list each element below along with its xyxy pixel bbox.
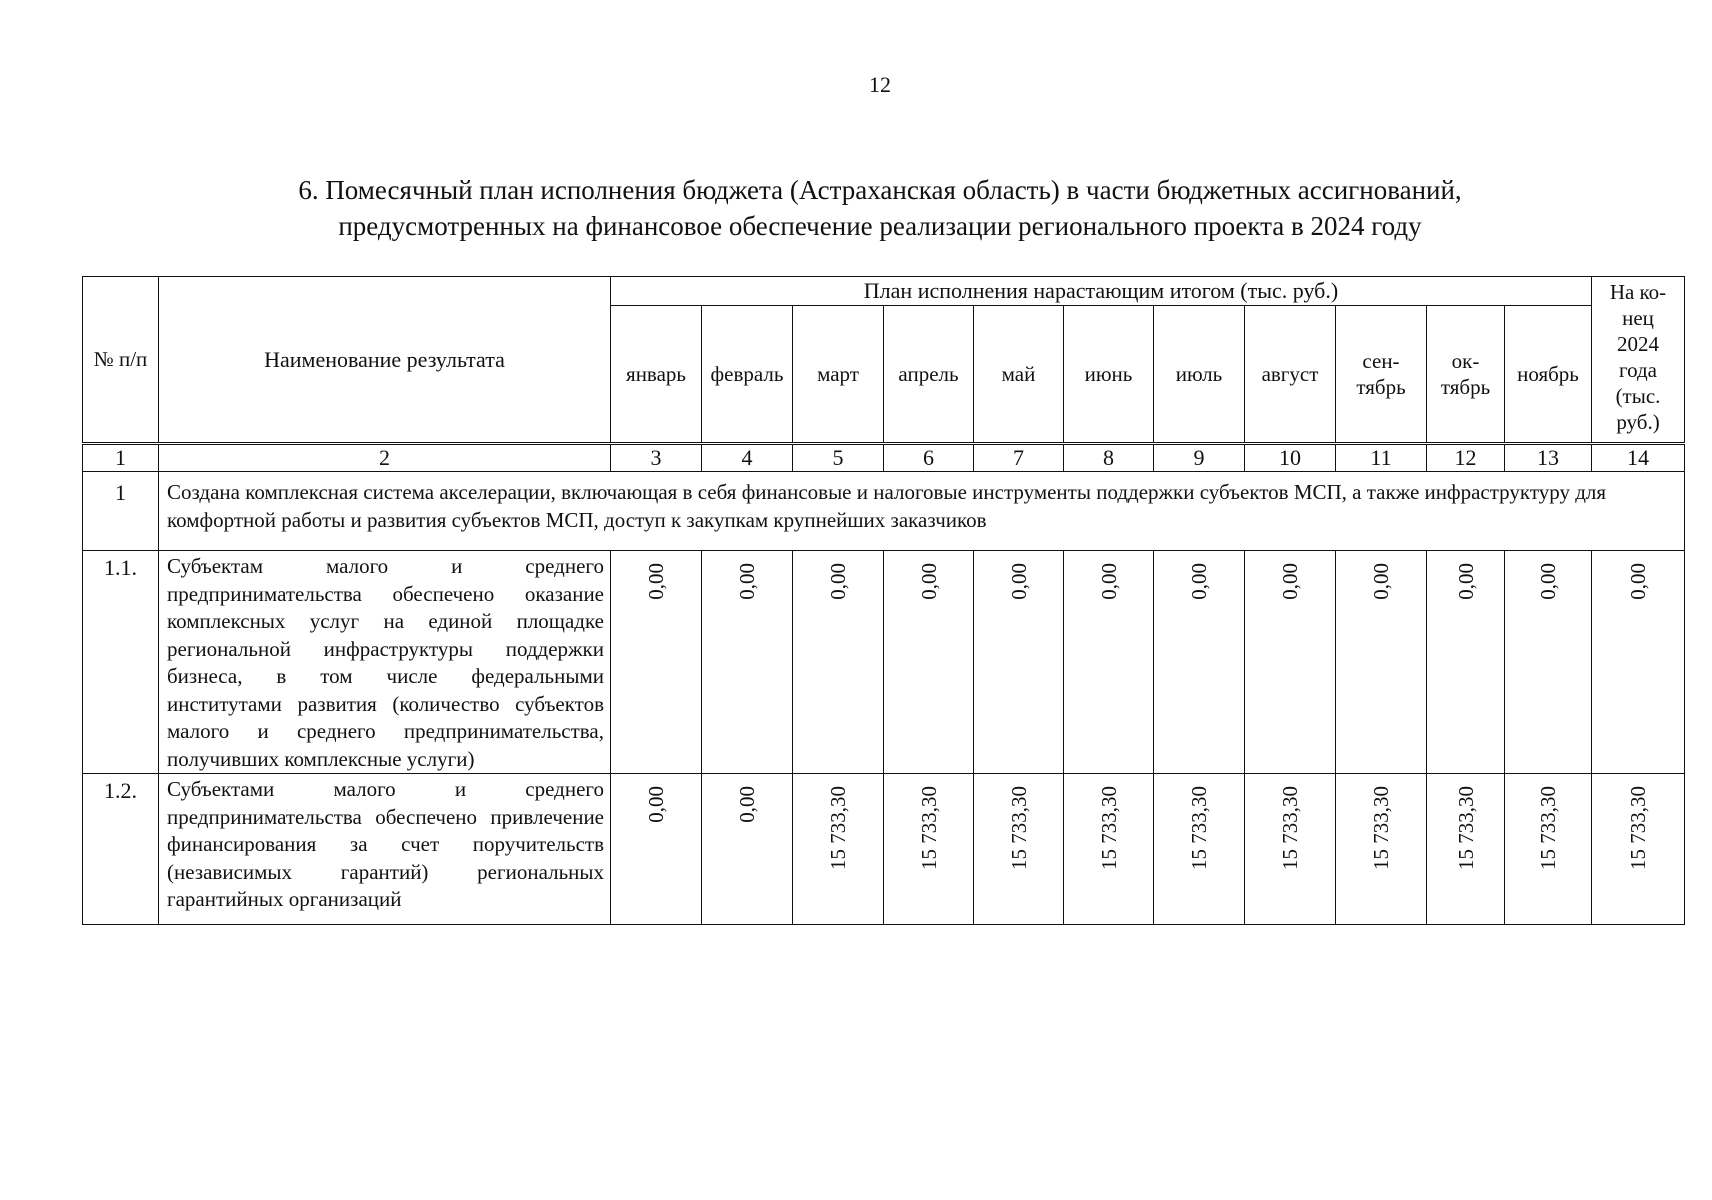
value-text: 0,00: [644, 786, 668, 823]
header-month: январь: [611, 306, 702, 444]
value-cell: [1064, 774, 1154, 925]
value-text: 15 733,30: [1536, 786, 1560, 870]
column-index-cell: 12: [1427, 444, 1505, 472]
column-index-cell: 4: [702, 444, 793, 472]
column-index-row: [83, 444, 1685, 472]
value-text: 0,00: [1278, 563, 1302, 600]
value-text: 15 733,30: [1006, 786, 1031, 870]
value-cell: [793, 774, 884, 925]
column-index-cell: 7: [974, 444, 1064, 472]
column-index-cell: 11: [1336, 444, 1427, 472]
value-text: 15 733,30: [1626, 786, 1650, 870]
column-index-cell: 10: [1245, 444, 1336, 472]
value-text: 0,00: [1096, 563, 1121, 600]
header-end-of-year-label: На ко- нец 2024 года (тыс. руб.): [1609, 280, 1667, 434]
value-text: 15 733,30: [1096, 786, 1121, 870]
value-text: 15 733,30: [1278, 786, 1302, 870]
value-text: 0,00: [826, 563, 850, 600]
header-month: июль: [1154, 306, 1245, 444]
column-index-cell: 3: [611, 444, 702, 472]
header-month: июнь: [1064, 306, 1154, 444]
value-text: 0,00: [916, 563, 941, 600]
value-text: 0,00: [1187, 563, 1211, 600]
row-num: 1.2.: [83, 774, 159, 925]
value-cell: [1336, 551, 1427, 774]
value-cell: [1505, 774, 1592, 925]
column-index-cell: 2: [159, 444, 611, 472]
row-name: Субъектам малого и среднего предпринимательства обеспечено оказание комплексных услуг на единой площадке региональной инфраструктуры поддержки бизнеса, в том числе федеральными институтами развития (количество субъектов малого и среднего предпринимательства, получивших комплексные услуги): [159, 551, 611, 774]
header-month: апрель: [884, 306, 974, 444]
value-text: 0,00: [735, 563, 759, 600]
value-cell: [1154, 551, 1245, 774]
value-cell: [974, 774, 1064, 925]
value-cell: [1154, 774, 1245, 925]
value-cell: [1592, 551, 1685, 774]
value-cell: [1427, 551, 1505, 774]
document-title-line-2: предусмотренных на финансовое обеспечение реализации регионального проекта в 2024 году: [338, 211, 1422, 241]
header-end-of-year: [1592, 277, 1685, 444]
value-text: 0,00: [735, 786, 759, 823]
row-name: Субъектами малого и среднего предпринимательства обеспечено привлечение финансирования за счет поручительств (независимых гарантий) региональных гарантийных организаций: [159, 774, 611, 925]
value-cell: [1427, 774, 1505, 925]
section-num: 1: [83, 472, 159, 551]
column-index-cell: 5: [793, 444, 884, 472]
value-cell: [611, 551, 702, 774]
value-text: 0,00: [1369, 563, 1393, 600]
section-text: Создана комплексная система акселерации, включающая в себя финансовые и налоговые инструменты поддержки субъектов МСП, а также инфраструктуру для комфортной работы и развития субъектов МСП, доступ к закупкам крупнейших заказчиков: [159, 472, 1685, 551]
value-cell: [1336, 774, 1427, 925]
header-month: март: [793, 306, 884, 444]
value-cell: [702, 551, 793, 774]
document-title-line-1: 6. Помесячный план исполнения бюджета (Астраханская область) в части бюджетных ассигнований,: [298, 175, 1462, 205]
header-month: август: [1245, 306, 1336, 444]
value-cell: [1245, 551, 1336, 774]
value-text: 15 733,30: [826, 786, 850, 870]
value-cell: [974, 551, 1064, 774]
table-row: [83, 551, 1685, 774]
column-index-cell: 14: [1592, 444, 1685, 472]
header-month: ноябрь: [1505, 306, 1592, 444]
header-month: май: [974, 306, 1064, 444]
value-text: 0,00: [1626, 563, 1650, 600]
value-text: 0,00: [1006, 563, 1031, 600]
value-cell: [1245, 774, 1336, 925]
header-month: ок- тябрь: [1427, 306, 1505, 444]
value-text: 0,00: [644, 563, 668, 600]
column-index-cell: 1: [83, 444, 159, 472]
value-cell: [884, 774, 974, 925]
value-cell: [1592, 774, 1685, 925]
value-text: 15 733,30: [1453, 786, 1478, 870]
value-text: 0,00: [1536, 563, 1560, 600]
column-index-cell: 8: [1064, 444, 1154, 472]
value-cell: [611, 774, 702, 925]
header-plan-span: План исполнения нарастающим итогом (тыс. руб.): [611, 277, 1592, 306]
value-text: 15 733,30: [1369, 786, 1393, 870]
value-cell: [793, 551, 884, 774]
column-index-cell: 6: [884, 444, 974, 472]
page-number: 12: [869, 72, 891, 97]
header-month: сен- тябрь: [1336, 306, 1427, 444]
value-cell: [1505, 551, 1592, 774]
header-num: № п/п: [83, 277, 159, 444]
column-index-cell: 13: [1505, 444, 1592, 472]
value-cell: [1064, 551, 1154, 774]
header-row-1: [83, 277, 1685, 306]
column-index-cell: 9: [1154, 444, 1245, 472]
row-num: 1.1.: [83, 551, 159, 774]
section-row: [83, 472, 1685, 551]
value-cell: [884, 551, 974, 774]
header-month: февраль: [702, 306, 793, 444]
value-cell: [702, 774, 793, 925]
document-title: [180, 172, 1580, 244]
value-text: 0,00: [1453, 563, 1478, 600]
budget-plan-table: [82, 276, 1685, 925]
value-text: 15 733,30: [1187, 786, 1211, 870]
value-text: 15 733,30: [916, 786, 941, 870]
header-name: Наименование результата: [159, 277, 611, 444]
table-row: [83, 774, 1685, 925]
